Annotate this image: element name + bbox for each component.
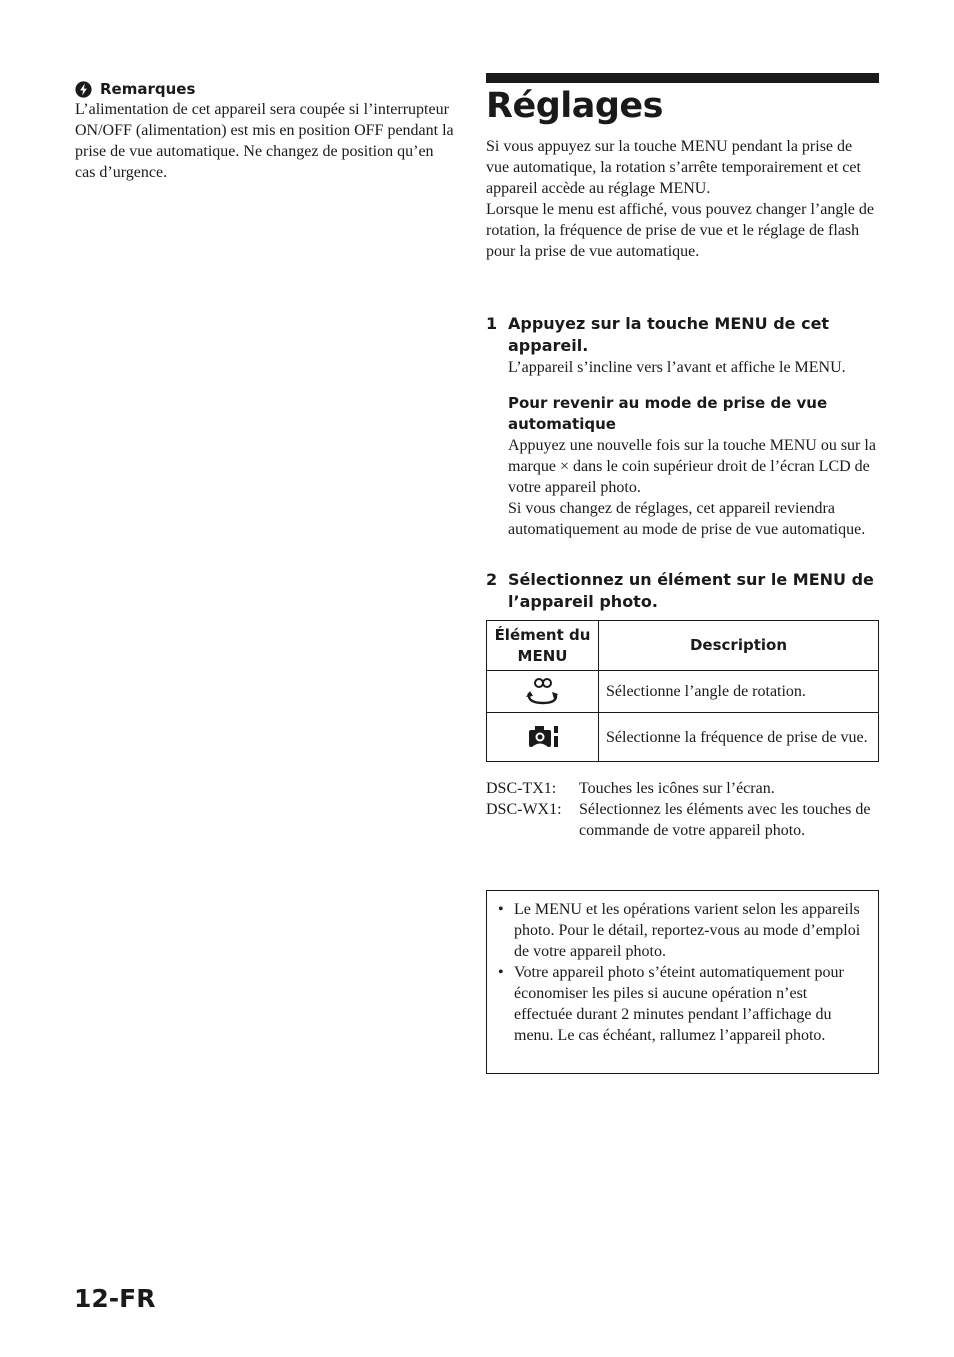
device-instruction: Touches les icônes sur l’écran.	[579, 780, 775, 797]
remarks-heading	[75, 79, 455, 99]
note-text: Votre appareil photo s’éteint automatiquement pour économiser les piles si aucune opération n’est effectuée durant 2 minutes pendant l’affichage du menu. Le cas échéant, rallumez l’appareil photo.	[514, 964, 844, 1044]
shooting-frequency-icon	[525, 723, 561, 751]
header-description: Description	[599, 621, 879, 671]
device-model: DSC-WX1:	[486, 801, 562, 818]
step-1-detail: L’appareil s’incline vers l’avant et affiche le MENU.	[508, 359, 846, 376]
step-1	[486, 313, 879, 357]
device-instruction: Sélectionnez les éléments avec les touches de commande de votre appareil photo.	[579, 801, 871, 839]
menu-table	[486, 620, 879, 762]
rotation-angle-icon	[525, 676, 561, 708]
remarks-heading-label: Remarques	[100, 80, 196, 98]
return-mode-paragraph-2: Si vous changez de réglages, cet appareil reviendra automatiquement au mode de prise de vue automatique.	[508, 500, 866, 538]
device-row	[486, 778, 879, 799]
device-notes	[486, 778, 879, 841]
bullet: •	[498, 901, 504, 918]
section-rule	[486, 73, 879, 83]
intro-paragraph-1: Si vous appuyez sur la touche MENU pendant la prise de vue automatique, la rotation s’arrête temporairement et cet appareil accède au réglage MENU.	[486, 138, 861, 197]
header-item: Élément du MENU	[487, 621, 599, 671]
remarks-text: L’alimentation de cet appareil sera coupée si l’interrupteur ON/OFF (alimentation) est mis en position OFF pendant la prise de vue automatique. Ne changez de position qu’en cas d’urgence.	[75, 101, 454, 181]
notes-box	[486, 890, 879, 1074]
note-icon	[75, 81, 92, 98]
step-2-instruction: Sélectionnez un élément sur le MENU de l’appareil photo.	[508, 570, 874, 611]
note-text: Le MENU et les opérations varient selon les appareils photo. Pour le détail, reportez-vous au mode d’emploi de votre appareil photo.	[514, 901, 861, 960]
list-item	[498, 899, 866, 962]
table-cell-icon	[487, 671, 599, 713]
table-row	[487, 671, 879, 713]
step-1-number: 1	[486, 314, 498, 333]
step-1-instruction: Appuyez sur la touche MENU de cet appareil.	[508, 314, 830, 355]
table-cell-description: Sélectionne la fréquence de prise de vue.	[599, 713, 879, 762]
device-row	[486, 799, 879, 841]
intro-paragraph-2: Lorsque le menu est affiché, vous pouvez changer l’angle de rotation, la fréquence de prise de vue et le réglage de flash pour la prise de vue automatique.	[486, 201, 874, 260]
table-cell-icon	[487, 713, 599, 762]
return-mode-heading: Pour revenir au mode de prise de vue automatique	[508, 394, 828, 433]
step-2	[486, 569, 879, 613]
bullet: •	[498, 964, 504, 981]
return-mode-text	[508, 435, 879, 540]
list-item	[498, 962, 866, 1046]
table-header-row	[487, 621, 879, 671]
return-mode-paragraph-1: Appuyez une nouvelle fois sur la touche MENU ou sur la marque × dans le coin supérieur droit de l’écran LCD de votre appareil photo.	[508, 437, 876, 496]
page-title: Réglages	[486, 86, 663, 126]
notes-list	[487, 899, 878, 1046]
remarks-section	[75, 79, 455, 183]
page-number: 12-FR	[74, 1284, 156, 1313]
intro-text	[486, 136, 879, 262]
step-2-number: 2	[486, 570, 498, 589]
table-cell-description: Sélectionne l’angle de rotation.	[599, 671, 879, 713]
device-model: DSC-TX1:	[486, 780, 557, 797]
table-row	[487, 713, 879, 762]
